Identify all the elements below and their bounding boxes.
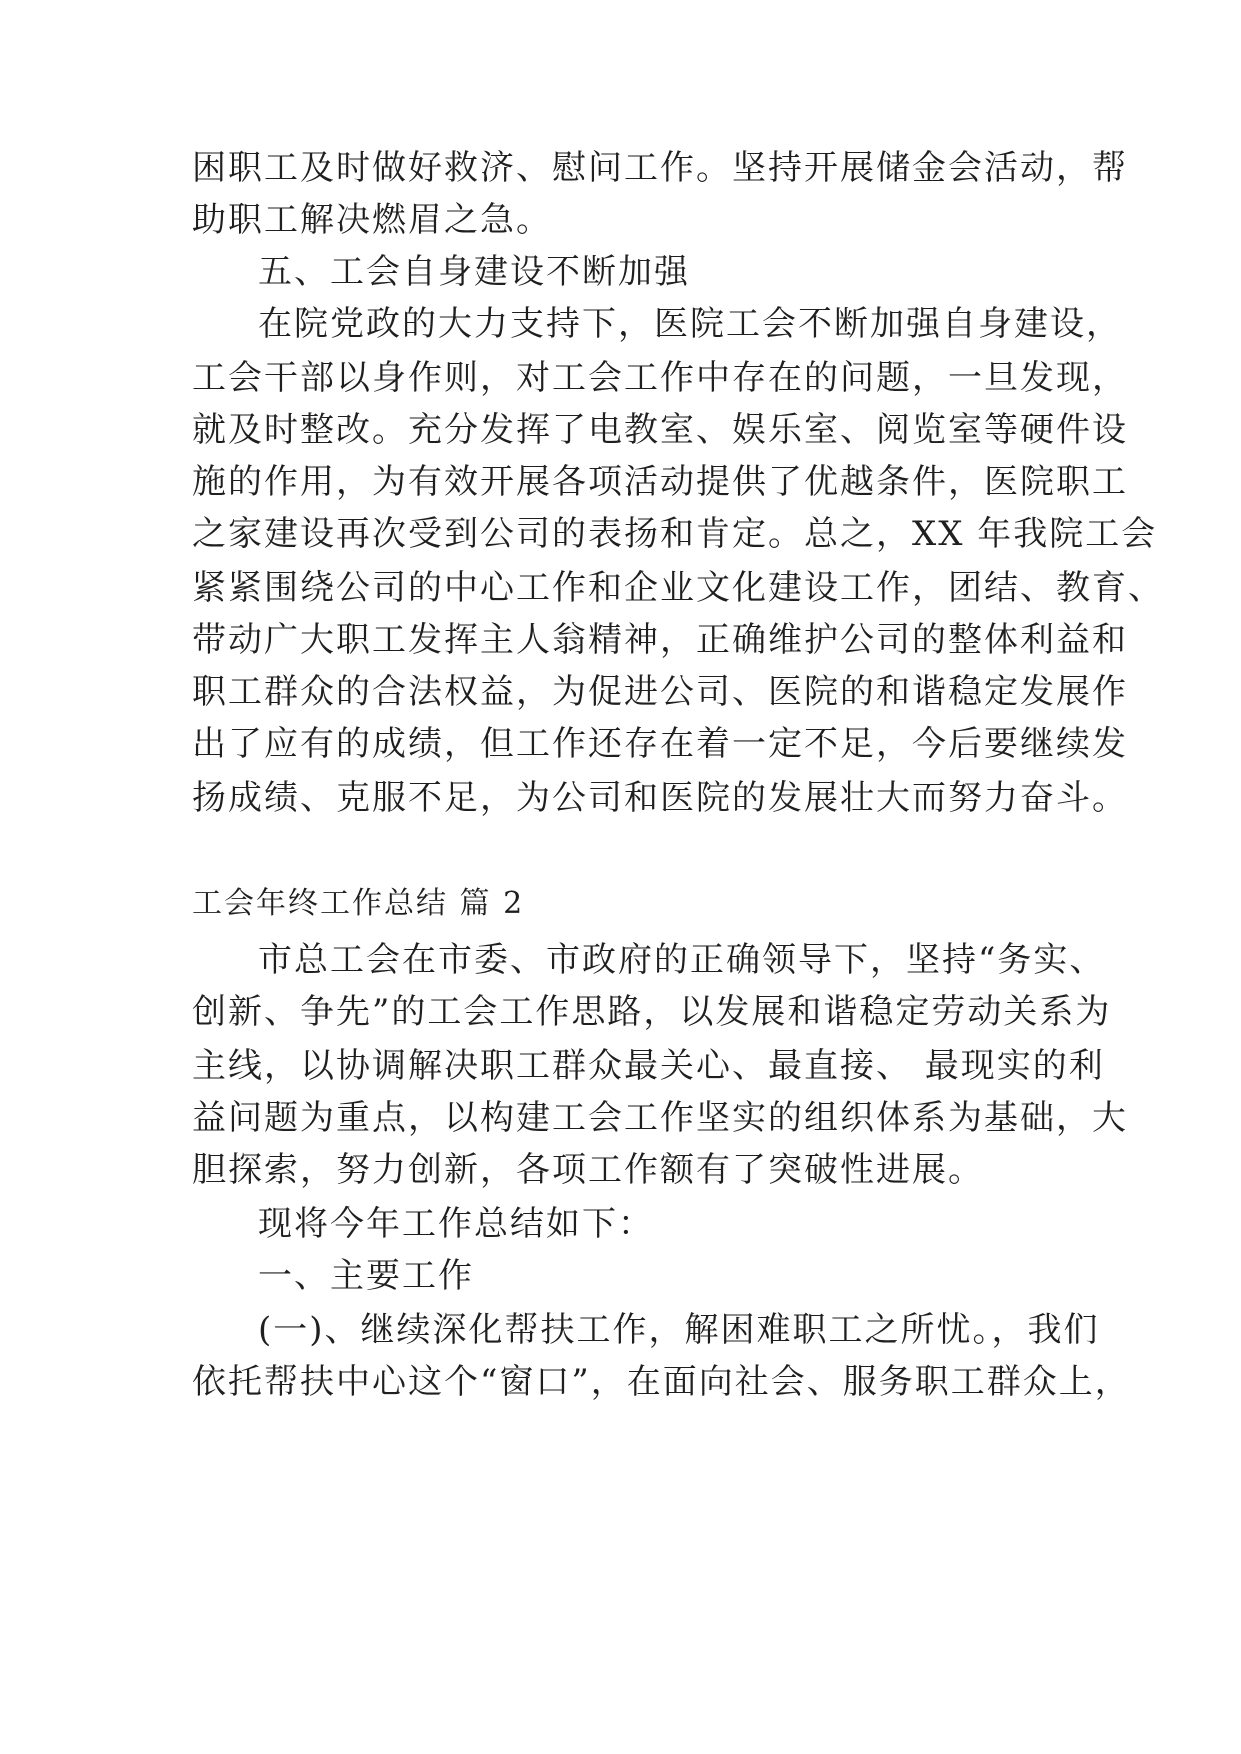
paragraph-line: 胆探索，努力创新，各项工作额有了突破性进展。 [192, 1150, 984, 1190]
text-line: 助职工解决燃眉之急。 [192, 200, 552, 240]
paragraph-line: 带动广大职工发挥主人翁精神，正确维护公司的整体利益和 [192, 620, 1128, 660]
intro-line: 现将今年工作总结如下： [258, 1204, 654, 1244]
paragraph-line: 创新、争先”的工会工作思路，以发展和谐稳定劳动关系为 [192, 992, 1112, 1032]
section-title: 工会年终工作总结 篇 2 [192, 886, 525, 921]
paragraph-line: 依托帮扶中心这个“窗口”，在面向社会、服务职工群众上， [192, 1362, 1131, 1402]
paragraph-line: 职工群众的合法权益，为促进公司、医院的和谐稳定发展作 [192, 672, 1128, 712]
paragraph-line: 紧紧围绕公司的中心工作和企业文化建设工作，团结、教育、 [192, 568, 1164, 608]
section-subheading: 一、主要工作 [258, 1256, 474, 1296]
paragraph-line: 益问题为重点，以构建工会工作坚实的组织体系为基础，大 [192, 1098, 1128, 1138]
paragraph-line: 主线，以协调解决职工群众最关心、最直接、 最现实的利 [192, 1046, 1105, 1086]
paragraph-line: 就及时整改。充分发挥了电教室、娱乐室、阅览室等硬件设 [192, 410, 1128, 450]
paragraph-line: 工会干部以身作则，对工会工作中存在的问题，一旦发现， [192, 358, 1128, 398]
paragraph-line: 出了应有的成绩，但工作还存在着一定不足，今后要继续发 [192, 724, 1128, 764]
paragraph-line: 扬成绩、克服不足，为公司和医院的发展壮大而努力奋斗。 [192, 778, 1128, 818]
paragraph-line: 在院党政的大力支持下，医院工会不断加强自身建设， [258, 304, 1122, 344]
paragraph-line: (一)、继续深化帮扶工作，解困难职工之所忧。，我们 [258, 1310, 1100, 1350]
paragraph-line: 市总工会在市委、市政府的正确领导下，坚持“务实、 [258, 940, 1106, 980]
paragraph-line: 之家建设再次受到公司的表扬和肯定。总之，XX 年我院工会 [192, 514, 1158, 554]
paragraph-line: 施的作用，为有效开展各项活动提供了优越条件，医院职工 [192, 462, 1128, 502]
text-line: 困职工及时做好救济、慰问工作。坚持开展储金会活动，帮 [192, 148, 1128, 188]
section-subheading: 五、工会自身建设不断加强 [258, 252, 690, 292]
